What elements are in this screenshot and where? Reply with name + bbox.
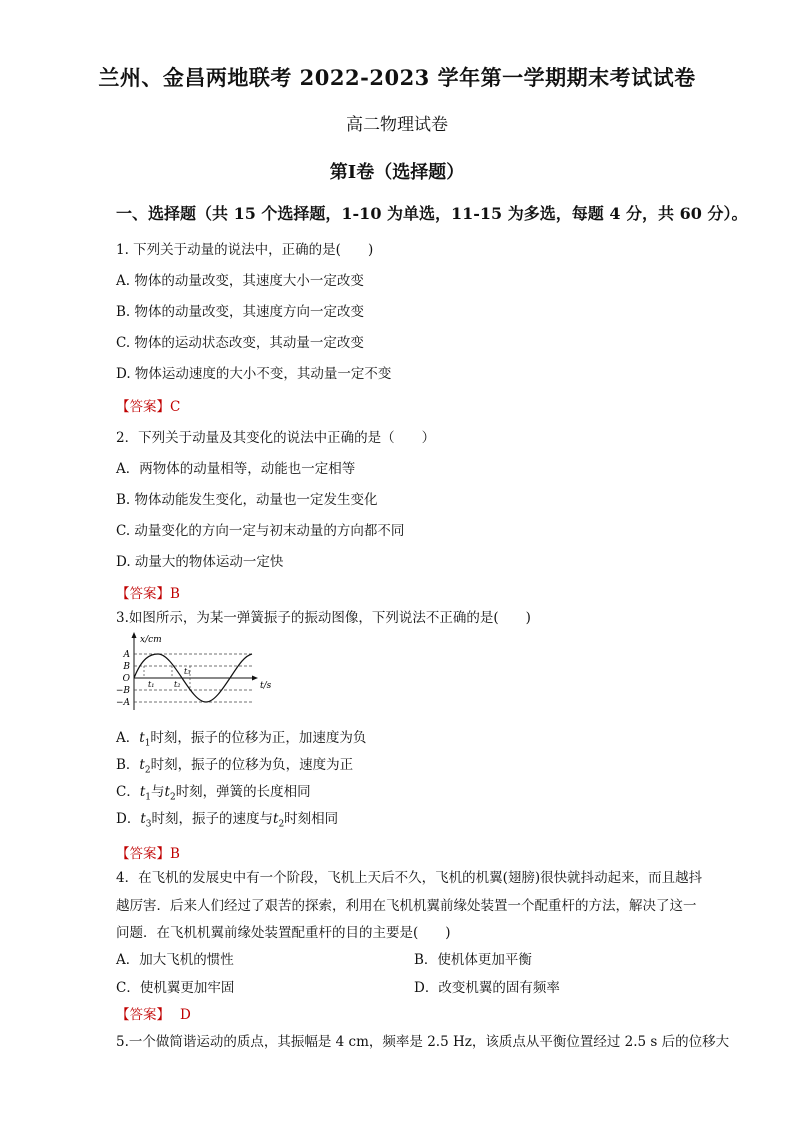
q2-option-a: A．两物体的动量相等，动能也一定相等 xyxy=(116,461,356,477)
q4-option-b: B．使机体更加平衡 xyxy=(414,952,532,968)
section-heading: 一、选择题（共 15 个选择题，1-10 为单选，11-15 为多选，每题 4 分，共 60 分）。 xyxy=(116,204,748,223)
q3-option-a: A．$t_1$时刻，振子的位移为正，加速度为负 xyxy=(116,730,367,749)
q3-option-d: D．$t_3$时刻，振子的速度与$t_2$时刻相同 xyxy=(116,811,339,830)
graph-xlabel: t/s xyxy=(260,681,272,691)
q1-stem: 1. 下列关于动量的说法中，正确的是( ) xyxy=(116,242,374,258)
exam-subtitle: 高二物理试卷 xyxy=(346,115,448,135)
q5-stem: 5.一个做简谐运动的质点，其振幅是 4 cm，频率是 2.5 Hz，该质点从平衡位置经过 2.5 s 后的位移大 xyxy=(116,1034,730,1050)
q4-stem-line2: 越厉害．后来人们经过了艰苦的探索，利用在飞机机翼前缘处装置一个配重杆的方法，解决了这一 xyxy=(116,898,697,914)
q4-option-d: D．改变机翼的固有频率 xyxy=(414,980,560,996)
q1-answer xyxy=(116,395,180,415)
label-t2: t₂ xyxy=(174,680,181,689)
q3-option-c: C．$t_1$与$t_2$时刻，弹簧的长度相同 xyxy=(116,784,311,803)
q1-option-c: C. 物体的运动状态改变，其动量一定改变 xyxy=(116,335,364,351)
q1-option-d: D. 物体运动速度的大小不变，其动量一定不变 xyxy=(116,366,392,382)
q1-option-a: A. 物体的动量改变，其速度大小一定改变 xyxy=(116,273,364,289)
q2-answer xyxy=(116,582,180,602)
q2-option-b: B. 物体动能发生变化，动量也一定发生变化 xyxy=(116,492,378,508)
label-t1: t₁ xyxy=(148,680,155,689)
answer-value: D xyxy=(180,1007,191,1023)
tick-A: A xyxy=(123,650,130,660)
oscillation-graph xyxy=(112,630,272,712)
q3-answer xyxy=(116,842,180,862)
answer-value: C xyxy=(170,399,181,415)
q3-stem: 3.如图所示，为某一弹簧振子的振动图像，下列说法不正确的是( ) xyxy=(116,610,531,626)
q3-option-b: B．$t_2$时刻，振子的位移为负，速度为正 xyxy=(116,757,354,776)
q4-option-c: C．使机翼更加牢固 xyxy=(116,980,235,996)
tick-neg-B: −B xyxy=(115,686,130,696)
q4-answer xyxy=(116,1003,191,1023)
answer-tag: 【答案】 xyxy=(116,846,170,862)
q4-stem-line3: 问题．在飞机机翼前缘处装置配重杆的目的主要是( ) xyxy=(116,925,451,941)
q2-option-d: D. 动量大的物体运动一定快 xyxy=(116,554,284,570)
q4-option-a: A．加大飞机的惯性 xyxy=(116,952,234,968)
part-heading: 第Ⅰ卷（选择题） xyxy=(329,162,465,183)
graph-ylabel: x/cm xyxy=(140,635,162,645)
label-t3: t₃ xyxy=(184,667,191,676)
tick-O: O xyxy=(122,674,130,684)
q2-stem: 2．下列关于动量及其变化的说法中正确的是（ ） xyxy=(116,430,436,446)
exam-title: 兰州、金昌两地联考 2022-2023 学年第一学期期末考试试卷 xyxy=(98,65,696,90)
q4-stem-line1: 4．在飞机的发展史中有一个阶段，飞机上天后不久，飞机的机翼(翅膀)很快就抖动起来，而且越抖 xyxy=(116,870,703,886)
answer-tag: 【答案】 xyxy=(116,399,170,415)
tick-neg-A: −A xyxy=(115,698,130,708)
tick-B: B xyxy=(123,662,130,672)
answer-tag: 【答案】 xyxy=(116,586,170,602)
q2-option-c: C. 动量变化的方向一定与初末动量的方向都不同 xyxy=(116,523,405,539)
answer-value: B xyxy=(170,586,180,602)
answer-tag: 【答案】 xyxy=(116,1007,170,1023)
answer-value: B xyxy=(170,846,180,862)
q1-option-b: B. 物体的动量改变，其速度方向一定改变 xyxy=(116,304,365,320)
